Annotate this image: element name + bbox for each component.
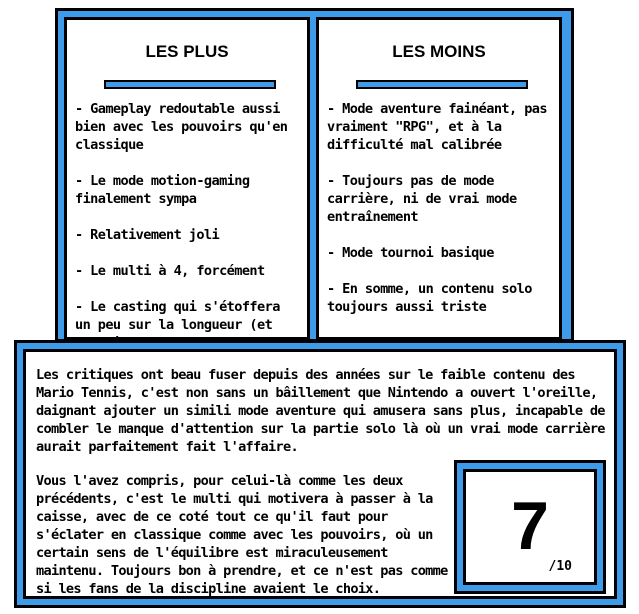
pros-column bbox=[64, 17, 310, 340]
verdict-paragraph: Vous l'avez compris, pour celui-là comme les deux précédents, c'est le multi qui motivera à passer à la caisse, avec de ce coté tout ce qu'il faut pour s'éclater en classique comme avec les pouvoirs, où un certain sens de l'équilibre est miraculeusement maintenu. Toujours bon à prendre, et ce n'est pas comme si les fans de la discipline avaient le choix. bbox=[36, 473, 448, 597]
pros-title-underline bbox=[104, 80, 276, 89]
pros-item: - Relativement joli bbox=[75, 227, 220, 243]
verdict-panel bbox=[14, 340, 626, 608]
cons-title: LES MOINS bbox=[392, 42, 486, 61]
cons-item: - Mode tournoi basique bbox=[327, 245, 494, 261]
cons-list bbox=[327, 100, 553, 334]
score-max: /10 bbox=[548, 559, 572, 574]
verdict-content bbox=[23, 349, 617, 599]
pros-item: - Le casting qui s'étoffera un peu sur la longueur (et bbox=[75, 299, 280, 333]
pros-cons-panel bbox=[55, 8, 574, 342]
pros-item: - Gameplay redoutable aussi bien avec les pouvoirs qu'en classique bbox=[75, 101, 288, 153]
cons-item: - Toujours pas de mode carrière, ni de vrai mode entraînement bbox=[327, 173, 517, 225]
pros-title: LES PLUS bbox=[145, 42, 229, 61]
score-inner bbox=[463, 469, 597, 585]
cons-title-underline bbox=[356, 80, 528, 89]
pros-item: - Le multi à 4, forcément bbox=[75, 263, 265, 279]
cons-column bbox=[316, 17, 562, 340]
verdict-paragraph: Les critiques ont beau fuser depuis des années sur le faible contenu des Mario Tennis, c'est non sans un bâillement que Nintendo a ouvert l'oreille, daignant ajouter un simili mode aventure qui amusera sans plus, incapable de combler le manque d'attention sur la partie solo là où un vrai mode carrière aurait parfaitement fait l'affaire. bbox=[36, 367, 605, 455]
pros-item: - Le mode motion-gaming finalement sympa bbox=[75, 173, 250, 207]
score-value: 7 bbox=[511, 488, 549, 564]
score-box bbox=[454, 460, 606, 594]
pros-list bbox=[75, 100, 301, 370]
cons-item: - En somme, un contenu solo toujours aussi triste bbox=[327, 281, 532, 315]
cons-item: - Mode aventure fainéant, pas vraiment "RPG", et à la difficulté mal calibrée bbox=[327, 101, 547, 153]
